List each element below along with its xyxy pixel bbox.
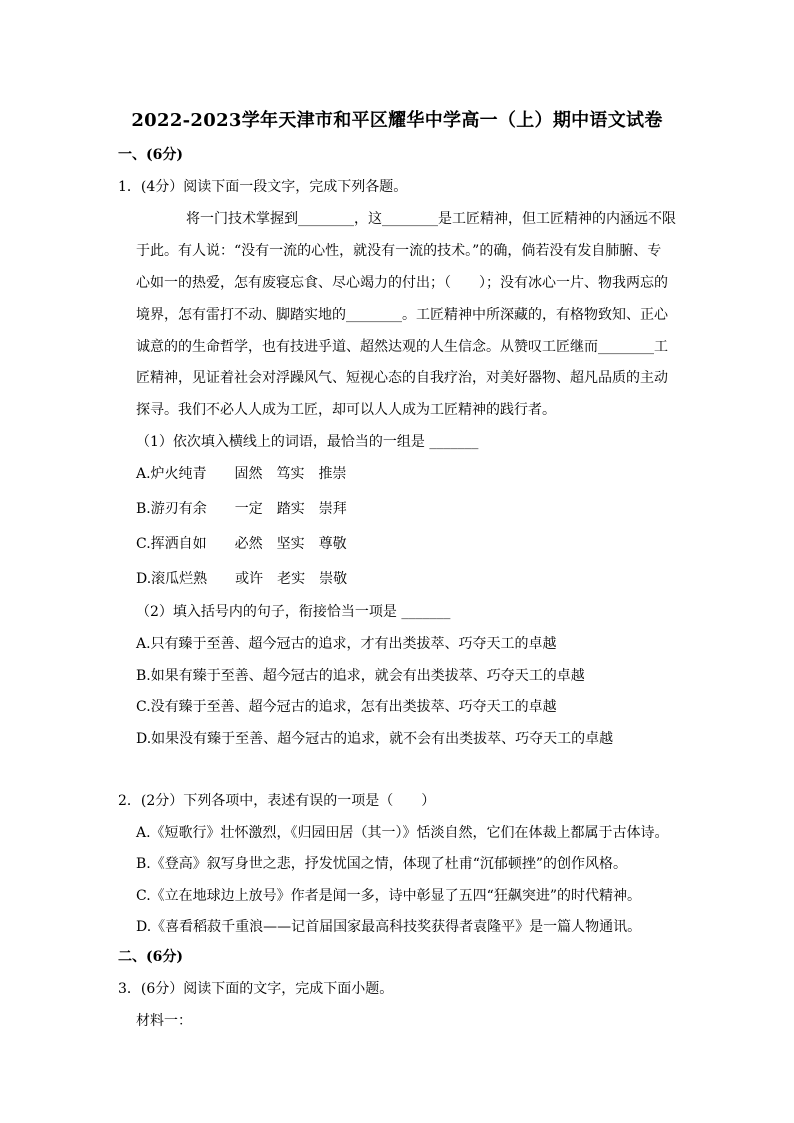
- material-label: 材料一：: [136, 1013, 192, 1029]
- option-c: C.挥洒自如 必然 坚实 尊敬: [136, 536, 347, 552]
- option-d: D.滚瓜烂熟 或许 老实 崇敬: [136, 571, 348, 587]
- section-2-heading: 二、(6分): [118, 949, 183, 965]
- option-a: A.《短歌行》壮怀激烈，《归园田居（其一）》恬淡自然，它们在体裁上都属于古体诗。: [136, 825, 669, 841]
- passage-line: 诚意的的生命哲学，也有技进乎道、超然达观的人生信念。从赞叹工匠继而________工: [136, 339, 668, 355]
- section-1-heading: 一、(6分): [118, 147, 183, 163]
- option-d: D.《喜看稻菽千重浪——记首届国家最高科技奖获得者袁隆平》是一篇人物通讯。: [136, 919, 642, 935]
- option-a: A.只有臻于至善、超今冠古的追求，才有出类拔萃、巧夺天工的卓越: [136, 636, 557, 652]
- option-b: B.《登高》叙写身世之悲，抒发忧国之情，体现了杜甫“沉郁顿挫”的创作风格。: [136, 856, 628, 872]
- option-b: B.如果有臻于至善、超今冠古的追求，就会有出类拔萃、巧夺天工的卓越: [136, 668, 585, 684]
- passage-line: 境界，怎有雷打不动、脚踏实地的________。工匠精神中所深藏的，有格物致知、正心: [136, 307, 668, 323]
- passage-line: 探寻。我们不必人人成为工匠，却可以人人成为工匠精神的践行者。: [136, 402, 556, 418]
- passage-line: 于此。有人说：“没有一流的心性，就没有一流的技术。”的确，倘若没有发自肺腑、专: [136, 243, 662, 259]
- option-d: D.如果没有臻于至善、超今冠古的追求，就不会有出类拔萃、巧夺天工的卓越: [136, 731, 614, 747]
- option-b: B.游刃有余 一定 踏实 崇拜: [136, 501, 347, 517]
- question-2-head: 2．(2分）下列各项中，表述有误的一项是（ ）: [118, 793, 436, 809]
- option-c: C.《立在地球边上放号》作者是闻一多，诗中彰显了五四“狂飙突进”的时代精神。: [136, 888, 641, 904]
- subquestion-1-prompt: （1）依次填入横线上的词语，最恰当的一组是 _______: [136, 434, 479, 450]
- passage-line: 心如一的热爱，怎有废寝忘食、尽心竭力的付出；（ ）；没有冰心一片、物我两忘的: [136, 275, 668, 291]
- subquestion-2-prompt: （2）填入括号内的句子，衔接恰当一项是 _______: [136, 604, 451, 620]
- option-a: A.炉火纯青 固然 笃实 推崇: [136, 466, 347, 482]
- passage-line: 匠精神，见证着社会对浮躁风气、短视心态的自我疗治，对美好器物、超凡品质的主动: [136, 370, 668, 386]
- option-c: C.没有臻于至善、超今冠古的追求，怎有出类拔萃、巧夺天工的卓越: [136, 699, 557, 715]
- question-1-head: 1．(4分）阅读下面一段文字，完成下列各题。: [118, 179, 408, 195]
- exam-title: 2022-2023学年天津市和平区耀华中学高一（上）期中语文试卷: [131, 110, 663, 131]
- passage-line: 将一门技术掌握到________，这________是工匠精神，但工匠精神的内涵远不限: [186, 211, 676, 227]
- question-3-head: 3．(6分）阅读下面的文字，完成下面小题。: [118, 981, 394, 997]
